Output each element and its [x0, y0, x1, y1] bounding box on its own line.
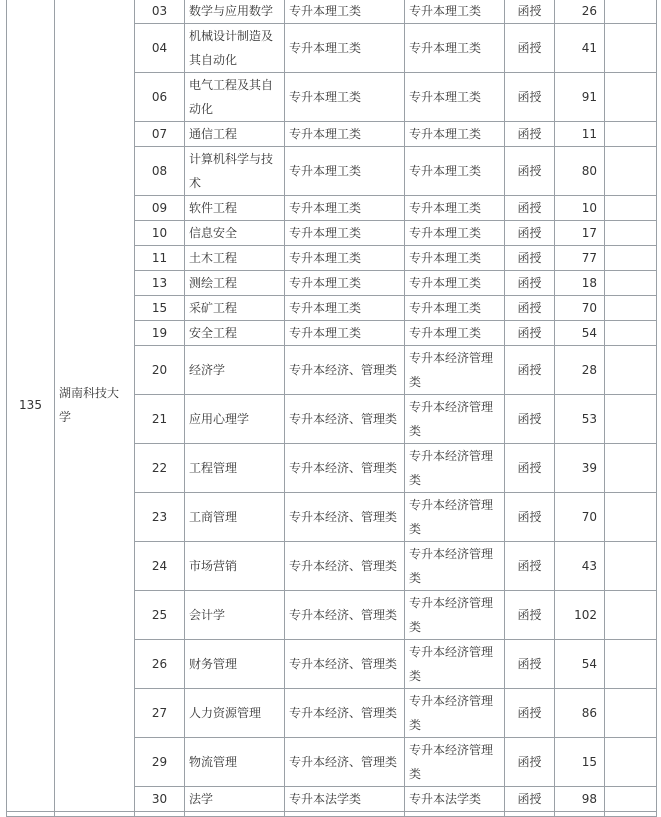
partial-cell	[185, 812, 285, 817]
major-code: 04	[135, 24, 185, 73]
study-mode: 函授	[505, 147, 555, 196]
major-name: 法学	[185, 787, 285, 812]
major-category: 专升本理工类	[285, 271, 405, 296]
enrollment-count: 98	[555, 787, 605, 812]
notes-cell	[605, 73, 657, 122]
exam-category: 专升本经济管理类	[405, 640, 505, 689]
enrollment-count: 91	[555, 73, 605, 122]
exam-category: 专升本理工类	[405, 221, 505, 246]
exam-category: 专升本理工类	[405, 246, 505, 271]
notes-cell	[605, 271, 657, 296]
enrollment-table	[6, 0, 657, 817]
table-body	[7, 0, 657, 817]
notes-cell	[605, 493, 657, 542]
school-id: 135	[7, 0, 55, 812]
exam-category: 专升本理工类	[405, 0, 505, 24]
major-category: 专升本经济、管理类	[285, 591, 405, 640]
major-category: 专升本经济、管理类	[285, 640, 405, 689]
major-category: 专升本理工类	[285, 221, 405, 246]
enrollment-count: 70	[555, 296, 605, 321]
major-code: 03	[135, 0, 185, 24]
enrollment-count: 77	[555, 246, 605, 271]
enrollment-count: 10	[555, 196, 605, 221]
major-code: 11	[135, 246, 185, 271]
major-name: 采矿工程	[185, 296, 285, 321]
study-mode: 函授	[505, 321, 555, 346]
enrollment-count: 102	[555, 591, 605, 640]
major-name: 人力资源管理	[185, 689, 285, 738]
exam-category: 专升本理工类	[405, 122, 505, 147]
major-code: 22	[135, 444, 185, 493]
notes-cell	[605, 296, 657, 321]
enrollment-count: 18	[555, 271, 605, 296]
major-code: 25	[135, 591, 185, 640]
major-code: 24	[135, 542, 185, 591]
notes-cell	[605, 196, 657, 221]
study-mode: 函授	[505, 542, 555, 591]
major-name: 安全工程	[185, 321, 285, 346]
major-code: 29	[135, 738, 185, 787]
exam-category: 专升本理工类	[405, 296, 505, 321]
exam-category: 专升本理工类	[405, 147, 505, 196]
major-category: 专升本理工类	[285, 0, 405, 24]
major-name: 软件工程	[185, 196, 285, 221]
exam-category: 专升本经济管理类	[405, 689, 505, 738]
study-mode: 函授	[505, 196, 555, 221]
major-code: 08	[135, 147, 185, 196]
enrollment-count: 86	[555, 689, 605, 738]
major-code: 19	[135, 321, 185, 346]
study-mode: 函授	[505, 0, 555, 24]
study-mode: 函授	[505, 221, 555, 246]
school-name: 湖南科技大学	[55, 0, 135, 812]
major-name: 信息安全	[185, 221, 285, 246]
partial-cell	[55, 812, 135, 817]
major-code: 26	[135, 640, 185, 689]
major-code: 10	[135, 221, 185, 246]
study-mode: 函授	[505, 395, 555, 444]
major-name: 工程管理	[185, 444, 285, 493]
notes-cell	[605, 542, 657, 591]
enrollment-count: 43	[555, 542, 605, 591]
exam-category: 专升本经济管理类	[405, 591, 505, 640]
exam-category: 专升本经济管理类	[405, 346, 505, 395]
major-category: 专升本理工类	[285, 196, 405, 221]
major-name: 经济学	[185, 346, 285, 395]
enrollment-count: 41	[555, 24, 605, 73]
exam-category: 专升本经济管理类	[405, 444, 505, 493]
major-name: 测绘工程	[185, 271, 285, 296]
major-category: 专升本理工类	[285, 122, 405, 147]
major-category: 专升本理工类	[285, 73, 405, 122]
major-name: 物流管理	[185, 738, 285, 787]
enrollment-count: 54	[555, 640, 605, 689]
major-code: 13	[135, 271, 185, 296]
partial-cell	[555, 812, 605, 817]
notes-cell	[605, 395, 657, 444]
notes-cell	[605, 738, 657, 787]
enrollment-count: 15	[555, 738, 605, 787]
notes-cell	[605, 24, 657, 73]
major-category: 专升本理工类	[285, 246, 405, 271]
study-mode: 函授	[505, 493, 555, 542]
major-name: 工商管理	[185, 493, 285, 542]
study-mode: 函授	[505, 24, 555, 73]
notes-cell	[605, 0, 657, 24]
major-code: 30	[135, 787, 185, 812]
notes-cell	[605, 147, 657, 196]
major-category: 专升本理工类	[285, 147, 405, 196]
notes-cell	[605, 246, 657, 271]
major-category: 专升本经济、管理类	[285, 542, 405, 591]
enrollment-count: 80	[555, 147, 605, 196]
study-mode: 函授	[505, 738, 555, 787]
major-category: 专升本法学类	[285, 787, 405, 812]
study-mode: 函授	[505, 122, 555, 147]
notes-cell	[605, 640, 657, 689]
study-mode: 函授	[505, 246, 555, 271]
major-name: 电气工程及其自动化	[185, 73, 285, 122]
exam-category: 专升本理工类	[405, 271, 505, 296]
notes-cell	[605, 444, 657, 493]
study-mode: 函授	[505, 591, 555, 640]
major-code: 06	[135, 73, 185, 122]
notes-cell	[605, 346, 657, 395]
study-mode: 函授	[505, 271, 555, 296]
major-code: 09	[135, 196, 185, 221]
major-code: 23	[135, 493, 185, 542]
major-category: 专升本经济、管理类	[285, 346, 405, 395]
exam-category: 专升本法学类	[405, 787, 505, 812]
enrollment-count: 11	[555, 122, 605, 147]
notes-cell	[605, 122, 657, 147]
major-code: 20	[135, 346, 185, 395]
major-category: 专升本理工类	[285, 24, 405, 73]
major-category: 专升本理工类	[285, 296, 405, 321]
major-category: 专升本经济、管理类	[285, 493, 405, 542]
enrollment-count: 28	[555, 346, 605, 395]
notes-cell	[605, 591, 657, 640]
exam-category: 专升本理工类	[405, 24, 505, 73]
study-mode: 函授	[505, 787, 555, 812]
major-name: 土木工程	[185, 246, 285, 271]
study-mode: 函授	[505, 73, 555, 122]
partial-cell	[405, 812, 505, 817]
major-name: 会计学	[185, 591, 285, 640]
study-mode: 函授	[505, 444, 555, 493]
enrollment-count: 53	[555, 395, 605, 444]
table-row-partial	[7, 812, 657, 817]
major-name: 计算机科学与技术	[185, 147, 285, 196]
enrollment-count: 39	[555, 444, 605, 493]
exam-category: 专升本理工类	[405, 73, 505, 122]
exam-category: 专升本理工类	[405, 196, 505, 221]
major-name: 应用心理学	[185, 395, 285, 444]
study-mode: 函授	[505, 346, 555, 395]
notes-cell	[605, 321, 657, 346]
enrollment-count: 70	[555, 493, 605, 542]
table-row	[7, 0, 657, 24]
notes-cell	[605, 689, 657, 738]
major-category: 专升本理工类	[285, 321, 405, 346]
major-code: 07	[135, 122, 185, 147]
partial-cell	[135, 812, 185, 817]
major-code: 27	[135, 689, 185, 738]
partial-cell	[505, 812, 555, 817]
partial-cell	[7, 812, 55, 817]
exam-category: 专升本经济管理类	[405, 493, 505, 542]
enrollment-count: 26	[555, 0, 605, 24]
enrollment-count: 17	[555, 221, 605, 246]
partial-cell	[605, 812, 657, 817]
exam-category: 专升本经济管理类	[405, 542, 505, 591]
major-category: 专升本经济、管理类	[285, 738, 405, 787]
major-name: 通信工程	[185, 122, 285, 147]
major-category: 专升本经济、管理类	[285, 689, 405, 738]
major-category: 专升本经济、管理类	[285, 444, 405, 493]
major-code: 15	[135, 296, 185, 321]
enrollment-count: 54	[555, 321, 605, 346]
major-name: 市场营销	[185, 542, 285, 591]
study-mode: 函授	[505, 689, 555, 738]
exam-category: 专升本理工类	[405, 321, 505, 346]
partial-cell	[285, 812, 405, 817]
study-mode: 函授	[505, 640, 555, 689]
exam-category: 专升本经济管理类	[405, 738, 505, 787]
study-mode: 函授	[505, 296, 555, 321]
major-name: 机械设计制造及其自动化	[185, 24, 285, 73]
major-name: 财务管理	[185, 640, 285, 689]
major-name: 数学与应用数学	[185, 0, 285, 24]
notes-cell	[605, 221, 657, 246]
exam-category: 专升本经济管理类	[405, 395, 505, 444]
major-code: 21	[135, 395, 185, 444]
major-category: 专升本经济、管理类	[285, 395, 405, 444]
notes-cell	[605, 787, 657, 812]
